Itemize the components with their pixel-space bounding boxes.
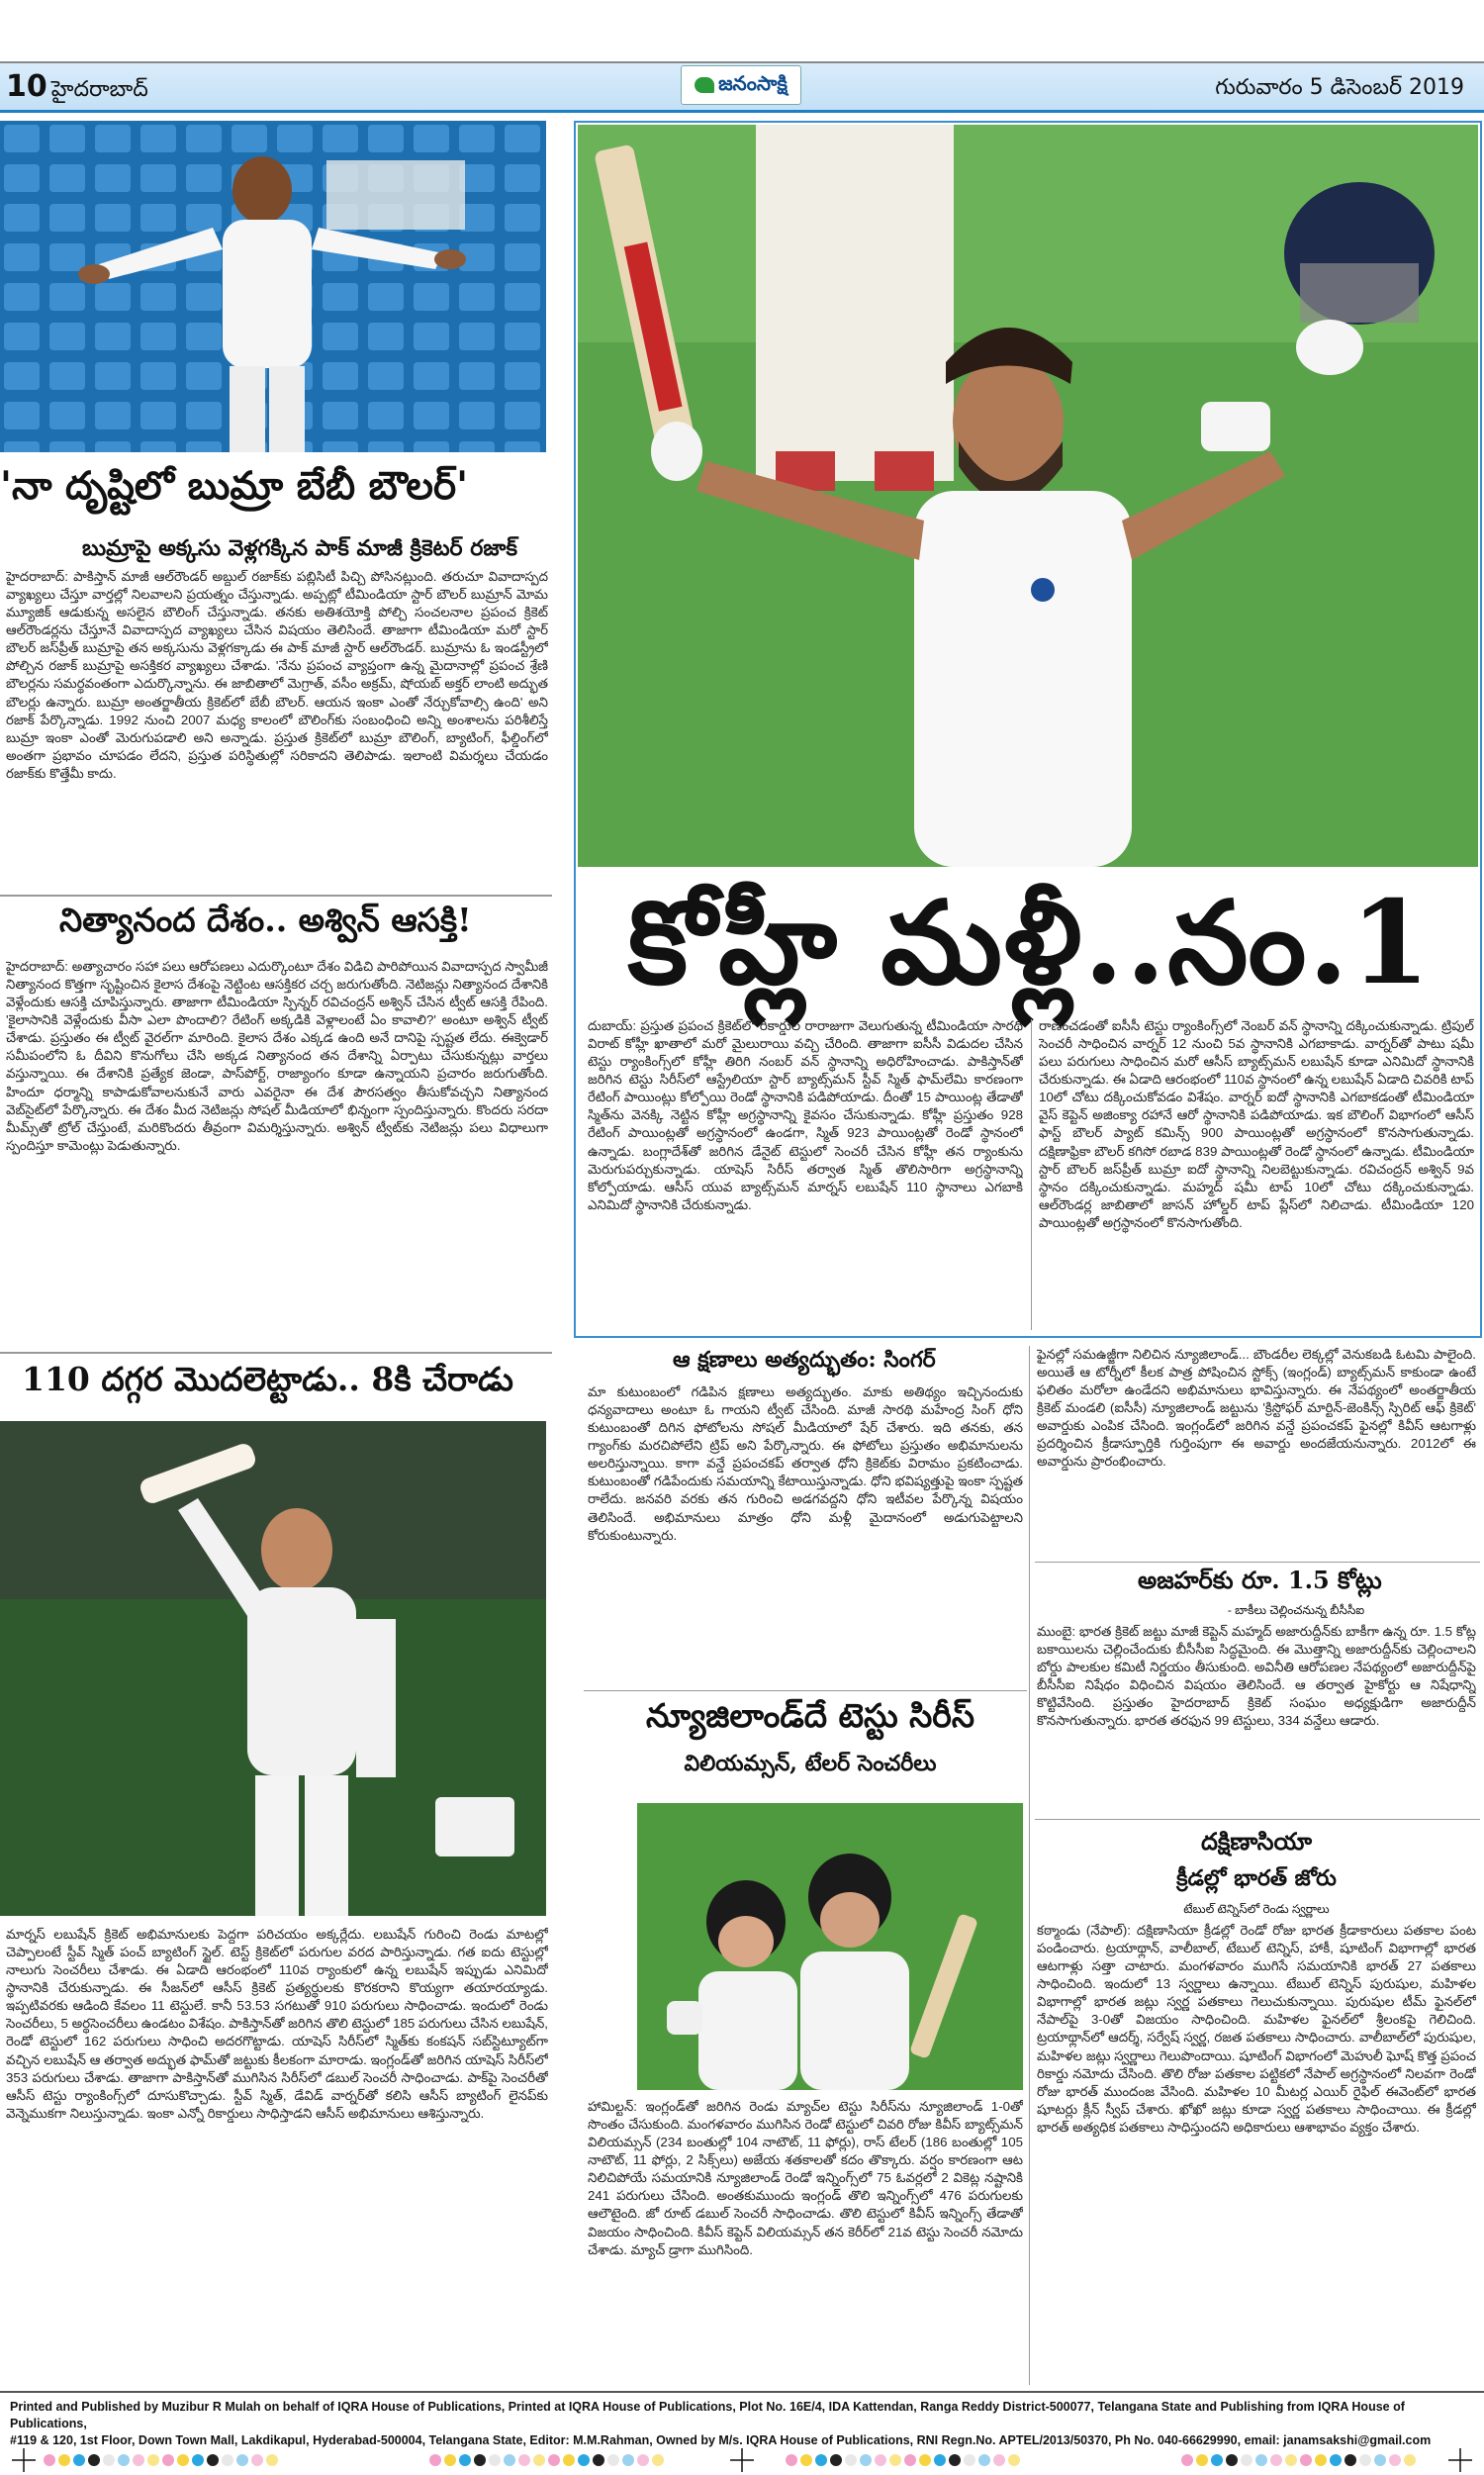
bumrah-body: హైదరాబాద్: పాకిస్తాన్ మాజీ ఆల్‌రౌండర్ అబ్దుల్ రజాక్‌కు పబ్లిసిటీ పిచ్చి పోసినట్లుంది. తరుచూ వివాదాస్పద వ్యాఖ్యలు చేస్తూ వార్తల్లో నిలవాలని ప్రయత్నం చేస్తున్నాడు. అప్పట్లో టీమిండియా స్టార్ బౌలర్ బుమ్రాన్ మోమ మ్యూజిక్ ఆడుకున్న అసలైన బౌలింగ్ చేస్తున్నాడు. తనకు అతిశయోక్తి పోల్చి సంచలనాల ప్రపంచ క్రికెట్ ఆల్‌రౌండర్లను చేస్తూనే వివాదాస్పద వ్యాఖ్యలు చేసిన విషయం తెలిసిందే. తాజాగా టీమిండియా మరో స్టార్ బౌలర్ జస్‌ప్రీత్ బుమ్రాపై తన అక్కసును వెళ్లగక్కాడు ఈ పాక్ మాజీ స్టార్ ఆల్‌రౌండర్. బుమ్రాను ఓ ఇండస్ట్రీలో పోల్చిన రజాక్ బుమ్రాపై అసక్తికర వ్యాఖ్యలు చేశాడు. 'నేను ప్రపంచ వ్యాప్తంగా ఉన్న మైదానాల్లో ప్రపంచ శ్రేణి బౌలర్లను సమర్థవంతంగా ఎదుర్కొన్నాను. ఈ జాబితాలో మెగ్రాత్, వసీం అక్రమ్, షోయబ్ అక్తర్ లాంటి అద్భుత బౌలర్లు ఉన్నారు. బుమ్రా అంతర్జాతీయ క్రికెట్‌లో బేబీ బౌలర్. ఆయన ఇంకా ఎంతో నేర్చుకోవాల్సి ఉంది' అని రజాక్ పేర్కొన్నాడు. 1992 నుంచి 2007 మధ్య కాలంలో బౌలింగ్‌కు సంబంధించి అన్ని అంశాలను పరిశీలిస్తే బుమ్రా ఇంకా ఎంతో మెరుగుపడాలి అని అన్నాడు. ప్రస్తుత క్రికెట్‌లో బుమ్రా బౌలింగ్, బ్యాటింగ్, ఫీల్డింగ్‌లో అంతగా ప్రభావం చూపడం లేదని, ప్రస్తుత పరిస్థితుల్లో సరికాదని తెలిపాడు. ఇలాంటి విమర్శలు చేయడం రజాక్‌కు కొత్తేమీ కాదు. <box>6 569 548 781</box>
color-dot <box>429 2454 441 2466</box>
color-dot <box>949 2454 961 2466</box>
color-dot <box>1330 2454 1342 2466</box>
nz-body: హామిల్టన్: ఇంగ్లండ్‌తో జరిగిన రెండు మ్యాచ్‌ల టెస్టు సిరీస్‌ను న్యూజిలాండ్ 1-0తో సొంతం చేసుకుంది. మంగళవారం ముగిసిన రెండో టెస్టులో చివరి రోజు కివీస్ బ్యాట్స్‌మన్ విలియమ్సన్ (234 బంతుల్లో 104 నాటౌట్, 11 ఫోర్లు), రాస్ టేలర్ (186 బంతుల్లో 105 నాటౌట్, 11 ఫోర్లు, 2 సిక్స్‌లు) అజేయ శతకాలతో కదం తొక్కారు. వర్షం కారణంగా ఆట నిలిచిపోయే సమయానికి న్యూజిలాండ్ రెండో ఇన్నింగ్స్‌లో 75 ఓవర్లలో 2 వికెట్ల నష్టానికి 241 పరుగులు చేసింది. అంతకుముందు ఇంగ్లండ్ తొలి ఇన్నింగ్స్‌లో 476 పరుగులకు ఆలౌటైంది. జో రూట్ డబుల్ సెంచరీ సాధించాడు. తొలి టెస్టులో కివీస్ ఇన్నింగ్స్ తేడాతో విజయం సాధించింది. కివీస్ కెప్టెన్ విలియమ్సన్ తన కెరీర్‌లో 21వ టెస్టు సెంచరీ నమోదు చేశాడు. మ్యాచ్ డ్రాగా ముగిసింది. <box>588 2099 1023 2257</box>
color-dot <box>162 2454 174 2466</box>
color-dot <box>73 2454 85 2466</box>
color-dot <box>1211 2454 1223 2466</box>
masthead-city: హైదరాబాద్ <box>50 77 148 102</box>
column-divider <box>1031 1019 1032 1330</box>
color-dot <box>207 2454 219 2466</box>
color-dot <box>978 2454 990 2466</box>
crop-mark-icon <box>12 2448 36 2472</box>
color-dot <box>103 2454 115 2466</box>
color-dot <box>1345 2454 1356 2466</box>
color-dot <box>800 2454 812 2466</box>
color-dot <box>236 2454 248 2466</box>
color-dot <box>830 2454 842 2466</box>
color-dot <box>88 2454 100 2466</box>
imprint-footer <box>0 2391 1484 2447</box>
paper-name: జనంసాక్షి <box>718 70 788 95</box>
color-dot <box>563 2454 575 2466</box>
kohli-body-col1: దుబాయ్: ప్రస్తుత ప్రపంచ క్రికెట్‌లో రికార్డుల రారాజుగా వెలుగుతున్న టీమిండియా సారథి విరాట్ కోహ్లీ ఖాతాలో మరో మైలురాయి వచ్చి చేరింది. తాజాగా ఐసీసీ విడుదల చేసిన టెస్టు ర్యాంకింగ్స్‌లో కోహ్లీ తిరిగి నంబర్ వన్ స్థానాన్ని అధిరోహించాడు. పాకిస్తాన్‌తో జరిగిన టెస్టు సిరీస్‌లో ఆస్ట్రేలియా స్టార్ బ్యాట్స్‌మన్ స్టీవ్ స్మిత్ ఫామ్‌లేమి కారణంగా రేటింగ్ పాయింట్లు కోల్పోయి రెండో స్థానానికి పడిపోయాడు. దీంతో 15 పాయింట్ల తేడాతో స్మిత్‌ను వెనక్కి నెట్టిన కోహ్లీ అగ్రస్థానాన్ని కైవసం చేసుకున్నాడు. కోహ్లీ ప్రస్తుతం 928 రేటింగ్ పాయింట్లతో అగ్రస్థానంలో ఉండగా, స్మిత్ 923 పాయింట్లతో రెండో స్థానంలో ఉన్నాడు. బంగ్లాదేశ్‌తో జరిగిన డేనైట్ టెస్టులో సెంచరీ చేసిన కోహ్లీ తన ర్యాంకును మెరుగుపర్చుకున్నాడు. యాషెస్ సిరీస్ తర్వాత స్మిత్ తొలిసారిగా అగ్రస్థానాన్ని కోల్పోయాడు. ఆసీస్ యువ బ్యాట్స్‌మన్ మార్నస్ లబుషేన్ 110 స్థానాలు ఎగబాకి ఎనిమిదో స్థానానికి చేరుకున్నాడు. <box>588 1018 1023 1212</box>
color-dot <box>1389 2454 1401 2466</box>
color-dot <box>964 2454 975 2466</box>
issue-date: గురువారం 5 డిసెంబర్ 2019 <box>1215 75 1464 100</box>
nz-photo <box>637 1803 1023 2090</box>
sag-kicker: టేబుల్ టెన్నిస్‌లో రెండు స్వర్ణాలు <box>1183 1902 1330 1916</box>
color-dot <box>1300 2454 1312 2466</box>
singer-body: మా కుటుంబంలో గడిపిన క్షణాలు అత్యద్భుతం. మాకు అతిథ్యం ఇచ్చినందుకు ధన్యవాదాలు అంటూ ఓ గాయని ట్వీట్ చేసింది. మాజీ సారథి మహేంద్ర సింగ్ ధోని కుటుంబంతో దిగిన ఫోటోలను సోషల్ మీడియాలో షేర్ చేశారు. ఇది తనకు, తన గ్యాంగ్‌కు మరచిపోలేని ట్రిప్ అని పేర్కొన్నారు. ఈ ఫోటోలు ప్రస్తుతం అభిమానులను అలరిస్తున్నాయి. కాగా వన్డే ప్రపంచకప్ తర్వాత ధోని క్రికెట్‌కు విరామం ప్రకటించాడు. కుటుంబంతో గడిపేందుకు సమయాన్ని కేటాయిస్తున్నాడు. ధోని భవిష్యత్తుపై ఇంకా స్పష్టత రాలేదు. జనవరి వరకు తన గురించి అడగవద్దని ధోని ఇటీవల పేర్కొన్న విషయం తెలిసిందే. అభిమానులు మాత్రం ధోని మళ్లీ మైదానంలో అడుగుపెట్టాలని కోరుకుంటున్నారు. <box>588 1384 1023 1543</box>
bumrah-subhead: బుమ్రాపై అక్కసు వెళ్లగక్కిన పాక్ మాజీ క్రికెటర్ రజాక్ <box>82 535 517 561</box>
labuschagne-headline: 110 దగ్గర మొదలెట్టాడు.. 8కి చేరాడు <box>22 1360 513 1398</box>
color-dot <box>637 2454 649 2466</box>
color-dot <box>1374 2454 1386 2466</box>
color-dot <box>444 2454 456 2466</box>
registration-marks <box>0 2444 1484 2475</box>
color-dot <box>845 2454 857 2466</box>
color-dot <box>1181 2454 1193 2466</box>
color-dot <box>489 2454 501 2466</box>
color-dot <box>1255 2454 1267 2466</box>
sag-subhead: క్రీడల్లో భారత్ జోరు <box>1176 1865 1337 1891</box>
color-dot <box>504 2454 515 2466</box>
page-number: 10 హైదరాబాద్ <box>6 69 148 104</box>
labuschagne-body: మార్నస్ లబుషేన్ క్రికెట్ అభిమానులకు పెద్దగా పరిచయం అక్కర్లేదు. లబుషేన్ గురించి రెండు మాటల్లో చెప్పాలంటే స్టీవ్ స్మిత్ పంచ్ బ్యాటింగ్ స్టైల్. టెస్ట్ క్రికెట్‌లో పరుగుల వరద పారిస్తున్నాడు. గత ఐదు టెస్టుల్లో నాలుగు సెంచరీలు చేశాడు. ఈ ఏడాది ఆరంభంలో 110వ ర్యాంకులో ఉన్న లబుషేన్ ఇప్పుడు ఎనిమిదో స్థానానికి చేరుకున్నాడు. ఈ సీజన్‌లో ఆసీస్ క్రికెట్ ప్రత్యర్థులకు కొరకరాని కొయ్యగా తయారయ్యాడు. ఇప్పటివరకు ఆడింది కేవలం 11 టెస్టులే. కానీ 53.53 సగటుతో 910 పరుగులు సాధించాడు. ఇందులో రెండు సెంచరీలు, 5 అర్థసెంచరీలు ఉండటం విశేషం. పాకిస్తాన్‌తో జరిగిన తొలి టెస్టులో 185 పరుగులు చేసిన లబుషేన్, రెండో టెస్టులో 162 పరుగులు సాధించి అదరగొట్టాడు. యాషెస్ సిరీస్‌లో స్మిత్‌కు కంకషన్ సబ్‌స్టిట్యూట్‌గా వచ్చిన లబుషేన్ ఆ తర్వాత అద్భుత ఫామ్‌తో జట్టుకు కీలకంగా మారాడు. ఇంగ్లండ్‌తో జరిగిన యాషెస్ సిరీస్‌లో 353 పరుగులు చేశాడు. తాజాగా పాకిస్తాన్‌తో ముగిసిన సిరీస్‌లో డబుల్ సెంచరీ సాధించాడు. పాక్‌పై సెంచరీతో ఆసీస్ టెస్టు ర్యాంకింగ్స్‌లో దూసుకొచ్చాడు. స్టీవ్ స్మిత్, డేవిడ్ వార్నర్‌తో కలిసి ఆసీస్ బ్యాటింగ్ లైనప్‌కు వెన్నెముకగా నిలుస్తున్నాడు. ఇంకా ఎన్నో రికార్డులు సాధిస్తాడని ఆసీస్ అభిమానులు ఆశిస్తున్నారు. <box>6 1927 548 2121</box>
color-dot <box>548 2454 560 2466</box>
color-dot <box>44 2454 55 2466</box>
color-dot <box>1241 2454 1252 2466</box>
azhar-subhead: - బాకీలు చెల్లించనున్న బీసీసీఐ <box>1227 1603 1365 1617</box>
color-dot <box>266 2454 278 2466</box>
color-dot <box>251 2454 263 2466</box>
nz-subhead: విలియమ్సన్, టేలర్ సెంచరీలు <box>684 1751 937 1776</box>
leaf-icon <box>695 77 714 93</box>
color-dot <box>593 2454 604 2466</box>
color-dot <box>934 2454 946 2466</box>
color-dot <box>786 2454 797 2466</box>
color-dot <box>533 2454 545 2466</box>
color-dot <box>222 2454 233 2466</box>
color-dot <box>904 2454 916 2466</box>
color-dot <box>919 2454 931 2466</box>
ashwin-headline: నిత్యానంద దేశం.. అశ్విన్ ఆసక్తి! <box>59 901 472 939</box>
kohli-body-col2: రాణించడంతో ఐసీసీ టెస్టు ర్యాంకింగ్స్‌లో నెంబర్ వన్ స్థానాన్ని దక్కించుకున్నాడు. ట్రిపుల్ సెంచరీ సాధించిన వార్నర్ 12 నుంచి 5వ స్థానానికి ఎగబాకాడు. వార్నర్‌తో పాటు షమీ పలు పరుగులు సాధించిన మరో ఆసీస్ బ్యాట్స్‌మన్ లబుషేన్ కూడా ఎనిమిదో స్థానానికి చేరుకున్నాడు. ఈ ఏడాది ఆరంభంలో 110వ స్థానంలో ఉన్న లబుషేన్ ఏడాది చివరికి టాప్ 10లో చోటు దక్కించుకోవడం విశేషం. వార్నర్ ఐదో స్థానానికి ఎగబాకడంతో టీమిండియా వైస్ కెప్టెన్ అజింక్యా రహానే ఆరో స్థానానికి పడిపోయాడు. ఇక బౌలింగ్ విభాగంలో ఆసీస్ ఫాస్ట్ బౌలర్ ప్యాట్ కమిన్స్ 900 పాయింట్లతో అగ్రస్థానంలో కొనసాగుతున్నాడు. దక్షిణాఫ్రికా బౌలర్ కగిసో రబాడ 839 పాయింట్లతో రెండో స్థానంలో ఉన్నాడు. టీమిండియా స్టార్ బౌలర్ జస్‌ప్రీత్ బుమ్రా ఐదో స్థానాన్ని నిలబెట్టుకున్నాడు. రవిచంద్రన్ అశ్విన్ 9వ స్థానం దక్కించుకున్నాడు. మహ్మద్ షమీ టాప్ 10లో చోటు దక్కించుకున్నాడు. ఆల్‌రౌండర్ల జాబితాలో జాసన్ హోల్డర్ టాప్ ప్లేస్‌లో నిలిచాడు. టీమిండియా 120 పాయింట్లతో అగ్రస్థానంలో కొనసాగుతోంది. <box>1039 1018 1474 1230</box>
color-dot <box>860 2454 872 2466</box>
color-dot <box>518 2454 530 2466</box>
color-dot <box>1359 2454 1371 2466</box>
color-dot <box>459 2454 471 2466</box>
color-dot <box>1196 2454 1208 2466</box>
color-dot <box>622 2454 634 2466</box>
registration-marks-svg <box>0 2444 1484 2475</box>
labuschagne-photo <box>0 1421 546 1916</box>
color-dot <box>1285 2454 1297 2466</box>
kohli-photo <box>578 125 1478 867</box>
bumrah-headline: 'నా దృష్టిలో బుమ్రా బేబీ బౌలర్' <box>0 463 469 509</box>
nz-headline: న్యూజిలాండ్‌దే టెస్టు సిరీస్ <box>645 1696 975 1735</box>
bumrah-photo <box>0 121 546 452</box>
sag-body: కఠ్మాండు (నేపాల్): దక్షిణాసియా క్రీడల్లో రెండో రోజు భారత క్రీడాకారులు పతకాల పంట పండించారు. ట్రయాథ్లాన్, వాలీబాల్, టేబుల్ టెన్నిస్, హాకీ, షూటింగ్ విభాగాల్లో భారత ఆటగాళ్లు సత్తా చాటారు. మంగళవారం ముగిసే సమయానికి భారత్ 27 పతకాలు సాధించింది. ఇందులో 13 స్వర్ణాలు ఉన్నాయి. టేబుల్ టెన్నిస్ పురుషుల, మహిళల విభాగాల్లో భారత జట్లు స్వర్ణ పతకాలు గెలుచుకున్నాయి. పురుషుల టీమ్ ఫైనల్‌లో నేపాల్‌పై 3-0తో విజయం సాధించింది. మహిళల ఫైనల్‌లో శ్రీలంకపై గెలిచింది. ట్రయాథ్లాన్‌లో ఆదర్శ్, సర్వేష్ స్వర్ణ, రజత పతకాలు సాధించారు. వాలీబాల్‌లో పురుషుల, మహిళల జట్లు స్వర్ణాలు గెలుపొందాయి. షూటింగ్ విభాగంలో మెహులీ ఘోష్ కొత్త ప్రపంచ రికార్డు నమోదు చేసింది. తొలి రోజు పతకాల పట్టికలో నేపాల్ అగ్రస్థానంలో నిలవగా రెండో రోజు భారత్ ముందంజ వేసింది. మహిళల 10 మీటర్ల ఎయిర్ రైఫిల్ ఈవెంట్‌లో భారత షూటర్లు క్లీన్ స్వీప్ చేశారు. ఖోఖో జట్లు కూడా స్వర్ణ పతకాలు సాధించాయి. ఈ క్రీడల్లో భారత్ అత్యధిక పతకాలు సాధిస్తుందని అధికారులు ఆశాభావం వ్యక్తం చేశారు. <box>1037 1923 1476 2135</box>
color-dot <box>993 2454 1005 2466</box>
color-dot <box>118 2454 130 2466</box>
divider <box>1035 1819 1480 1820</box>
crop-mark-icon <box>730 2448 754 2472</box>
spirit-award-body: ఫైనల్లో సమఉజ్జీగా నిలిచిన న్యూజిలాండ్... బౌండరీల లెక్కల్లో వెనుకబడి ఓటమి పాలైంది. అయితే ఆ టోర్నీలో కీలక పాత్ర పోషించిన స్టోక్స్ (ఇంగ్లండ్) బ్యాట్స్‌మన్ కాకుండా ఉంటే ఫలితం మరోలా ఉండేదని అభిమానులు భావిస్తున్నారు. ఈ నేపథ్యంలో అంతర్జాతీయ క్రికెట్ మండలి (ఐసీసీ) న్యూజిలాండ్ జట్టును 'క్రిస్టోఫర్ మార్టిన్-జెంకిన్స్ స్పిరిట్ ఆఫ్ క్రికెట్' అవార్డుకు ఎంపిక చేసింది. ఇంగ్లండ్‌లో జరిగిన వన్డే ప్రపంచకప్ ఫైనల్లో కివీస్ ఆటగాళ్లు ప్రదర్శించిన క్రీడాస్ఫూర్తికి గుర్తింపుగా ఈ అవార్డు అందజేయనున్నారు. 2012లో ఈ అవార్డును ప్రారంభించారు. <box>1037 1347 1476 1470</box>
color-dot <box>1008 2454 1020 2466</box>
singer-headline: ఆ క్షణాలు అత్యద్భుతం: సింగర్ <box>673 1347 936 1373</box>
color-dot <box>58 2454 70 2466</box>
color-dot <box>652 2454 664 2466</box>
ashwin-body: హైదరాబాద్: అత్యాచారం సహా పలు ఆరోపణలు ఎదుర్కొంటూ దేశం విడిచి పారిపోయిన వివాదాస్పద స్వామీజీ నిత్యానంద కొత్తగా సృష్టించిన కైలాస దేశంపై నెట్టింట ఆసక్తికర చర్చ జరుగుతోంది. నెటిజన్లు నిత్యానంద దేశానికి వెళ్లేందుకు ఆసక్తి చూపిస్తున్నారు. తాజాగా టీమిండియా స్పిన్నర్ రవిచంద్రన్ అశ్విన్ చేసిన ట్వీట్ ఆసక్తి రేపింది. 'కైలాసానికి వెళ్లేందుకు వీసా ఎలా పొందాలి? రేటింగ్ అక్కడికి వెళ్లాలంటే ఏం కావాలి?' అంటూ అశ్విన్ ట్వీట్ చేశాడు. ప్రస్తుతం ఈ ట్వీట్ వైరల్‌గా మారింది. కైలాస దేశం ఎక్కడ ఉంది అనే దానిపై స్పష్టత లేదు. ఈక్వెడార్ సమీపంలోని ఓ దీవిని కొనుగోలు చేసి అక్కడ నిత్యానంద తన దేశాన్ని ఏర్పాటు చేసుకున్నట్లు వార్తలు వస్తున్నాయి. ఈ దేశానికి ప్రత్యేక జెండా, పాస్‌పోర్ట్, రాజ్యాంగం కూడా ఉన్నాయని ప్రచారం జరుగుతోంది. హిందూ ధర్మాన్ని కాపాడుకోవాలనుకునే వారు ఎవరైనా ఈ దేశ పౌరసత్వం తీసుకోవచ్చని నిత్యానంద వెబ్‌సైట్‌లో పేర్కొన్నారు. ఈ దేశం మీద నెటిజన్లు సోషల్ మీడియాలో భిన్నంగా స్పందిస్తున్నారు. కొందరు సరదా మీమ్స్‌తో ట్రోల్ చేస్తుంటే, మరికొందరు తీవ్రంగా విమర్శిస్తున్నారు. అశ్విన్ ట్వీట్‌కు నెటిజన్లు పలు విధాలుగా స్పందిస్తూ కామెంట్లు పెడుతున్నారు. <box>6 959 548 1153</box>
color-dot <box>578 2454 590 2466</box>
azhar-headline: అజహర్‌కు రూ. 1.5 కోట్లు <box>1138 1566 1382 1594</box>
color-dot <box>1404 2454 1416 2466</box>
color-dot <box>889 2454 901 2466</box>
azhar-body: ముంబై: భారత క్రికెట్ జట్టు మాజీ కెప్టెన్ మహ్మద్ అజారుద్దీన్‌కు బాకీగా ఉన్న రూ. 1.5 కోట్ల బకాయిలను చెల్లించేందుకు బీసీసీఐ సిద్ధమైంది. ఈ మొత్తాన్ని అజారుద్దీన్‌కు చెల్లించాలని బోర్డు పాలకుల కమిటీ నిర్ణయం తీసుకుంది. అవినీతి ఆరోపణల నేపథ్యంలో అజారుద్దీన్‌పై బీసీసీఐ నిషేధం విధించిన విషయం తెలిసిందే. ఆ తర్వాత హైకోర్టు ఆ నిషేధాన్ని కొట్టివేసింది. ప్రస్తుతం హైదరాబాద్ క్రికెట్ సంఘం అధ్యక్షుడిగా అజారుద్దీన్ కొనసాగుతున్నారు. భారత తరఫున 99 టెస్టులు, 334 వన్డేలు ఆడారు. <box>1037 1624 1476 1729</box>
divider <box>584 1690 1027 1691</box>
sag-headline: దక్షిణాసియా <box>1200 1827 1313 1856</box>
color-dot <box>133 2454 144 2466</box>
color-dot <box>1270 2454 1282 2466</box>
kohli-headline: కోహ్లీ మళ్లీ..నం.1 <box>627 876 1433 1010</box>
color-dot <box>875 2454 886 2466</box>
color-dot <box>1315 2454 1327 2466</box>
imprint-line-2: #119 & 120, 1st Floor, Down Town Mall, Lakdikapul, Hyderabad-500004, Telangana State, Editor: M.M.Rahman, Owned by M/s. IQRA House of Publications, RNI Regn.No. APTEL/2013/50370, Ph No. 040-66629990, email: janamsakshi@gmail.com <box>10 2432 1432 2447</box>
color-dot <box>147 2454 159 2466</box>
crop-mark-icon <box>1448 2448 1472 2472</box>
divider <box>0 1352 552 1354</box>
color-dot <box>815 2454 827 2466</box>
color-dot <box>607 2454 619 2466</box>
divider <box>0 895 552 897</box>
column-divider <box>1029 1346 1030 2385</box>
color-dot <box>192 2454 204 2466</box>
paper-logo <box>681 65 801 105</box>
divider <box>1035 1562 1480 1563</box>
color-dot <box>177 2454 189 2466</box>
imprint-line-1: Printed and Published by Muzibur R Mulah on behalf of IQRA House of Publications, Printed at IQRA House of Publications, Plot No. 16E/4, IDA Kattendan, Ranga Reddy District-500077, Telangana State and Publishing from IQRA House of Publications, <box>10 2400 1405 2430</box>
color-dot <box>1226 2454 1238 2466</box>
color-dot <box>474 2454 486 2466</box>
